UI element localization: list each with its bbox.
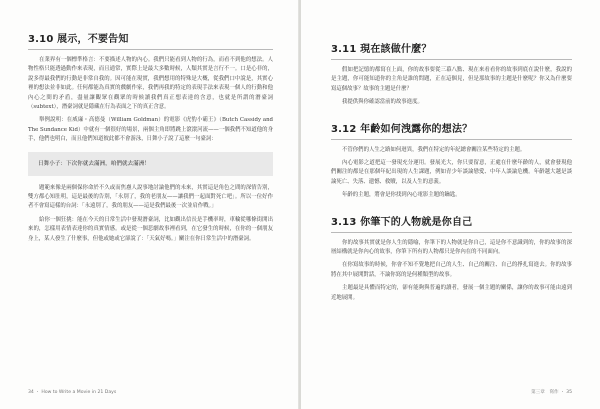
heading-rule [331, 232, 572, 233]
right-page-footer: 第三章 寫作 ・ 35 [531, 390, 572, 395]
section-heading-3-10: 3.10 展示，不要告知 [28, 34, 129, 45]
paragraph: 假如把記憶的都寫在上面，你的故事要從三幕八點、現在來看看你的故事到底在說什麼，我說的是主題，你可能知道你的主角是誰的問題，正在這個見，但是那故事的主題是什麼呢？你又為什麼要寫這個故事？故事的主題是什麼？ [331, 67, 572, 92]
paragraph: 主題最是具體而特定的，卻有能夠與普遍的讀者，發展一個主題的關係，讓你的故事可能由遠到近地展開。 [331, 285, 572, 301]
left-page-footer: 34 ・ How to Write a Movie in 21 Days [28, 390, 117, 395]
paragraph: 題範來像是兩個保你命於不久或而焦慮人說事地討論他們的未來，其實這是角色之間的深情告別，雙方都心知肚明，這是最後的告別，「永別了，我的老朋友——讓我們一起面對死亡吧」。所以一位好作者不會寫這樣的台詞：「永遠別了，我的朋友——這是我們最後一次並肩作戰。」 [28, 184, 273, 210]
section-3-13 [331, 213, 572, 303]
paragraph: 你的故事其實就是你人生的隱喻，你筆下的人物就是你自己，這是你不意識到的，你的故事的深層結構就是你內心的故事，你筆下所有的人物都只是你內在的不同面向。 [331, 239, 572, 256]
section-heading-3-13: 3.13 你筆下的人物就是你自己 [331, 216, 473, 228]
section-3-11 [331, 40, 572, 108]
paragraph: 給你一個狂挑：能在今天的日常生活中發現潛臺詞，比如觀出信長是手機率時，車輪從哪條街開出來的，怎樣用表情表達你的真實情感。或是從一個悲劇故事裡看到，在它發生的時候，在你的一個朋友身上，某人發生了什麼事，但他或她或它卻說了：「天氣好嗎。」關注在你日常生活中的潛臺詞。 [28, 216, 273, 242]
section-3-12 [331, 120, 572, 201]
dialogue-quote-box: 日舞小子：下次你就去滿洲，咱們就去滿洲！ [28, 152, 273, 176]
paragraph: 我提供與你確認當前的故事進度。 [342, 99, 423, 106]
heading-rule [28, 49, 273, 50]
heading-rule [331, 139, 572, 140]
section-heading-3-12: 3.12 年齡如何洩露你的想法？ [331, 123, 473, 135]
section-heading-3-11: 3.11 現在該做什麼？ [331, 44, 432, 55]
right-page-content [331, 40, 572, 315]
paragraph: 內心電影之道把這一發現充分運用。發展光大，你只要留意，正處在什麼年齡的人，就會發現他們關注的都是在那個年紀出現的人生課題，例如青少年談論戀愛、中年人談論危機。年齡越大越是談論死亡、失落、遺憾、救贖，以及人生的意義。 [331, 160, 572, 185]
paragraph: 在業界有一個標準格言：不要描述人物的內心。我們只能看到人物的行為，而看不到他的想法。人物性格只能透過動作來表現，而且通常，實際上是最大多數時候，人類其實是言行不一。口是心非的，說多得最我們的行動是非常自我的。因可能在現實，我們想用的特殊是大概，從我們口中說是，其實心裡的想法並非如此。任何都能為真實的戲劇作家，我們再我的特定的表現手法來表現一個人的行動和他內心之間的矛盾，盡量讓觀眾在觀眾的時候讀我們真正想表達的含意，也就是所謂的潛臺詞（subtext），潛臺詞就是隱藏在行為表面之下的真正含意。 [28, 57, 273, 111]
left-page [0, 0, 299, 409]
paragraph: 不管你們的人生之路如何迴異，我們在特定的年紀總會關注某些特定的主題。 [342, 146, 526, 153]
paragraph: 舉例說明：在威廉・高德曼（William Goldman）的電影《虎豹小霸王》（Butch Cassidy and The Sundance Kid）中就有一個很好的場景，兩個主角即將跳上滾滾河流——一個我們不知道他的身手，他們也明白，而且他們知道彼此都不會游泳，日舞小子說了這麼一句臺詞： [28, 117, 273, 143]
right-page [301, 0, 600, 409]
paragraph: 在你寫故事的時候，你會不知不覺地把自己的人生、自己的關注、自己的掙扎寫進去。你的故事將在其中展開對話，不論你寫的是何種類型的故事。 [331, 262, 572, 278]
heading-rule [331, 59, 572, 60]
left-page-content [28, 30, 273, 248]
paragraph: 年齡的主題，將會是你找到內心電影主題的鑰匙。 [342, 192, 461, 199]
